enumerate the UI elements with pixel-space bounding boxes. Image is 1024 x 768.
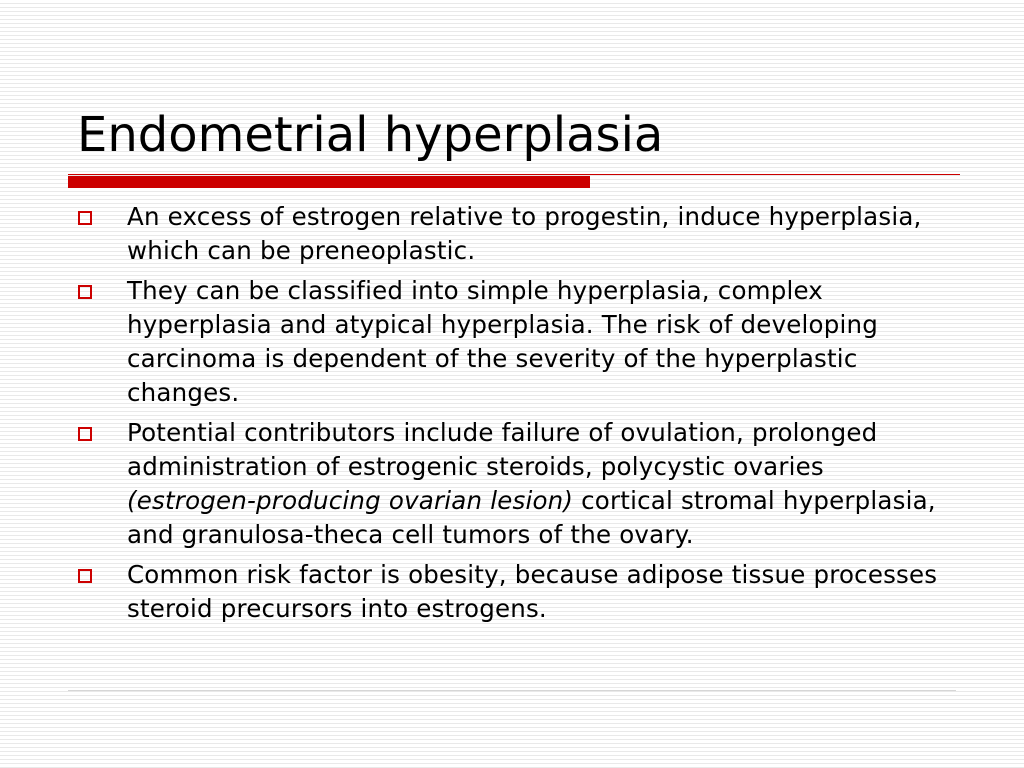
bullet-item-obesity: [78, 558, 958, 626]
slide-title: Endometrial hyperplasia: [77, 107, 664, 163]
hollow-square-bullet-icon: [78, 427, 92, 441]
title-underline-thick: [68, 176, 590, 188]
bullet-text-italic: (estrogen-producing ovarian lesion): [127, 486, 574, 515]
bullet-text-start: Potential contributors include failure of ovulation, prolonged administration of estrogenic steroids, polycystic ovaries: [127, 418, 878, 481]
bullet-text: They can be classified into simple hyperplasia, complex hyperplasia and atypical hyperplasia. The risk of developing carcinoma is dependent of the severity of the hyperplastic changes.: [127, 276, 878, 407]
bullet-item-classification: [78, 274, 958, 410]
bullet-text: An excess of estrogen relative to progestin, induce hyperplasia, which can be preneoplastic.: [127, 202, 922, 265]
hollow-square-bullet-icon: [78, 569, 92, 583]
bullet-list: [78, 200, 958, 632]
bullet-item-estrogen-excess: [78, 200, 958, 268]
hollow-square-bullet-icon: [78, 211, 92, 225]
bullet-item-contributors: [78, 416, 958, 552]
hollow-square-bullet-icon: [78, 285, 92, 299]
title-underline-thin: [68, 174, 960, 175]
bullet-text: Common risk factor is obesity, because adipose tissue processes steroid precursors into estrogens.: [127, 560, 938, 623]
bullet-text-end: cortical stromal hyperplasia, and granulosa-theca cell tumors of the ovary.: [127, 486, 936, 549]
footer-divider: [68, 690, 956, 691]
